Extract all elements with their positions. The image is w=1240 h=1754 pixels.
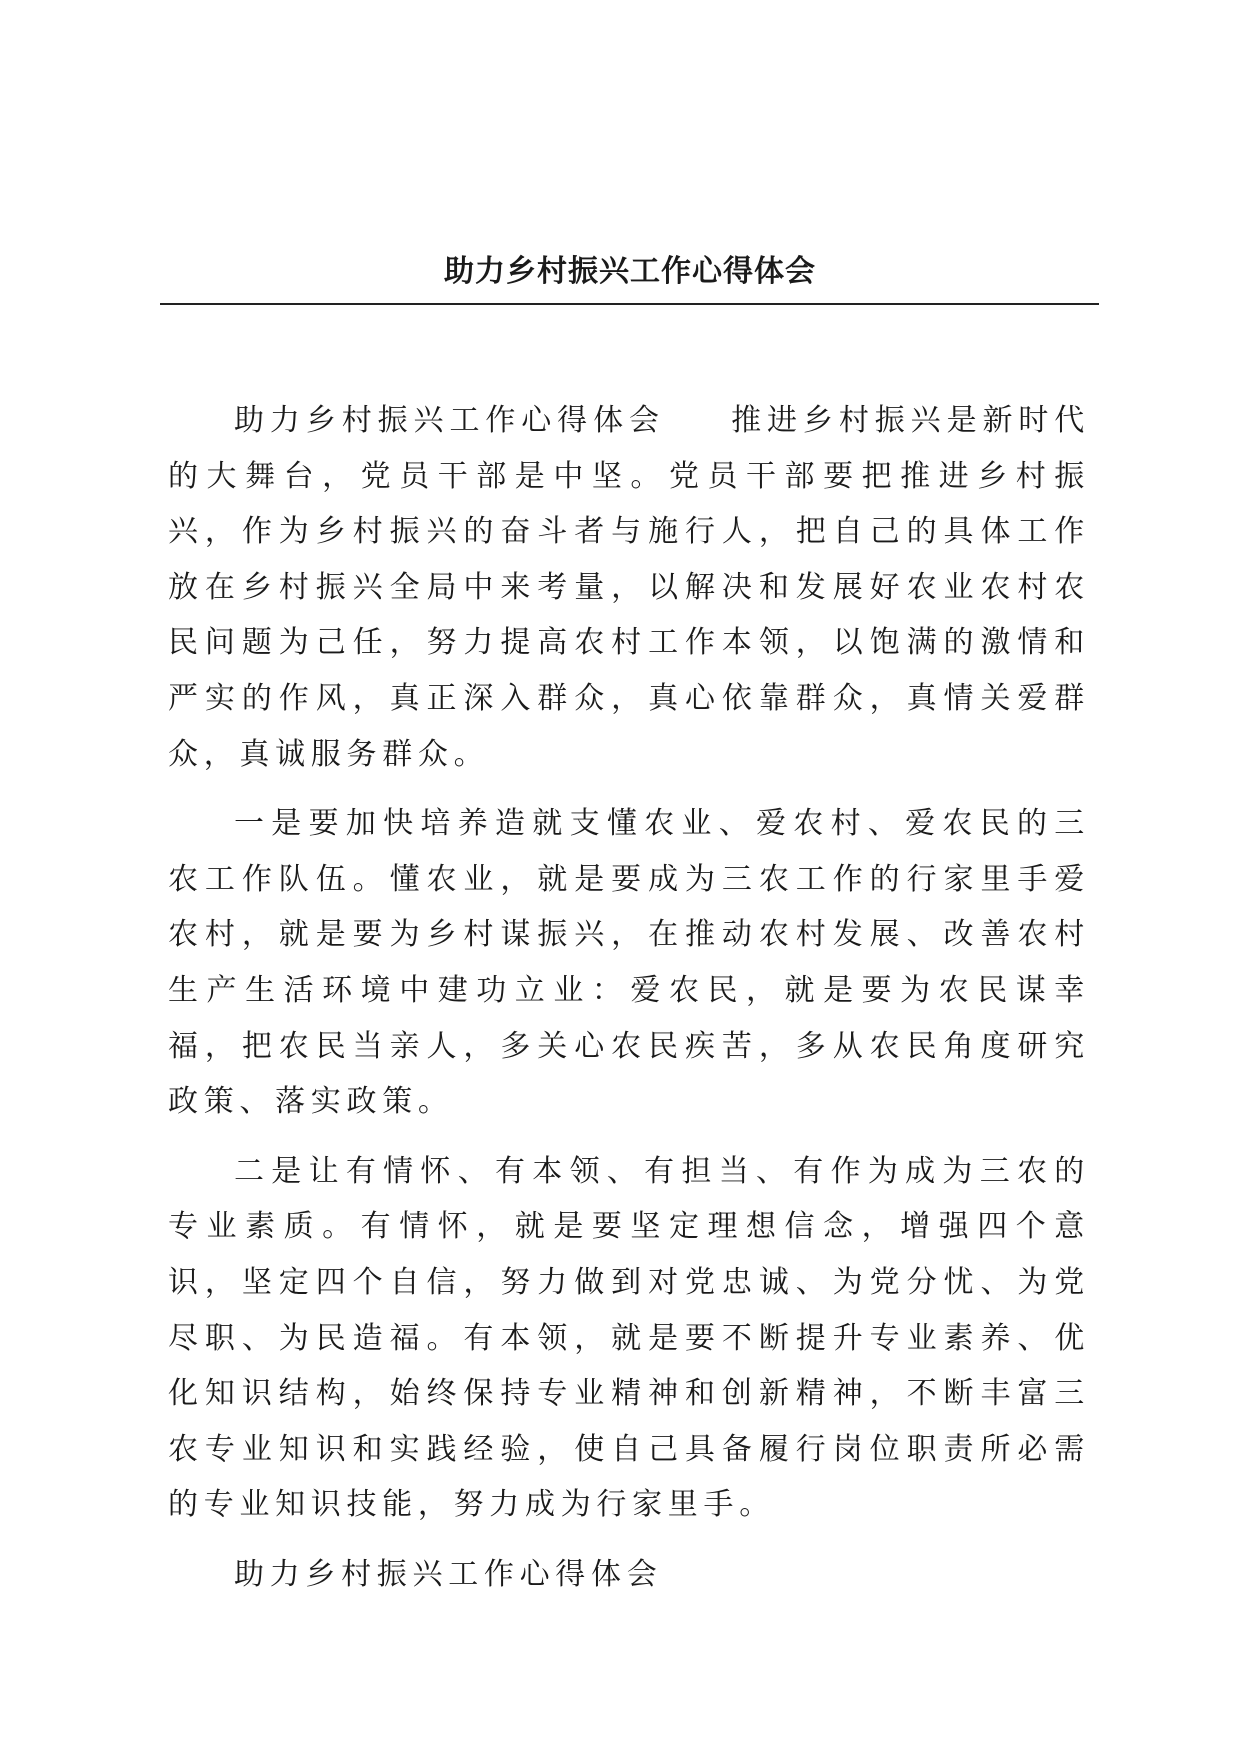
document-body (168, 393, 1090, 1616)
page-title: 助力乡村振兴工作心得体会 (444, 254, 816, 289)
intro-heading: 助力乡村振兴工作心得体会 (234, 403, 665, 438)
closing-line: 助力乡村振兴工作心得体会 (234, 1556, 663, 1592)
paragraph-point-one: 一是要加快培养造就支懂农业、爱农村、爱农民的三农工作队伍。懂农业，就是要成为三农工作的行家里手爱农村，就是要为乡村谋振兴，在推动农村发展、改善农村生产生活环境中建功立业：爱农民，就是要为农民谋幸福，把农民当亲人，多关心农民疾苦，多从农民角度研究政策、落实政策。 (168, 806, 1090, 1120)
paragraph-point-two: 二是让有情怀、有本领、有担当、有作为成为三农的专业素质。有情怀，就是要坚定理想信念，增强四个意识，坚定四个自信，努力做到对党忠诚、为党分忧、为党尽职、为民造福。有本领，就是要不断提升专业素养、优化知识结构，始终保持专业精神和创新精神，不断丰富三农专业知识和实践经验，使自己具备履行岗位职责所必需的专业知识技能，努力成为行家里手。 (168, 1153, 1090, 1523)
title-divider (160, 303, 1099, 305)
intro-text: 推进乡村振兴是新时代的大舞台，党员干部是中坚。党员干部要把推进乡村振兴，作为乡村振兴的奋斗者与施行人，把自己的具体工作放在乡村振兴全局中来考量，以解决和发展好农业农村农民问题为己任，努力提高农村工作本领，以饱满的激情和严实的作风，真正深入群众，真心依靠群众，真情关爱群众，真诚服务群众。 (168, 403, 1090, 772)
intro-paragraph (168, 393, 1090, 782)
